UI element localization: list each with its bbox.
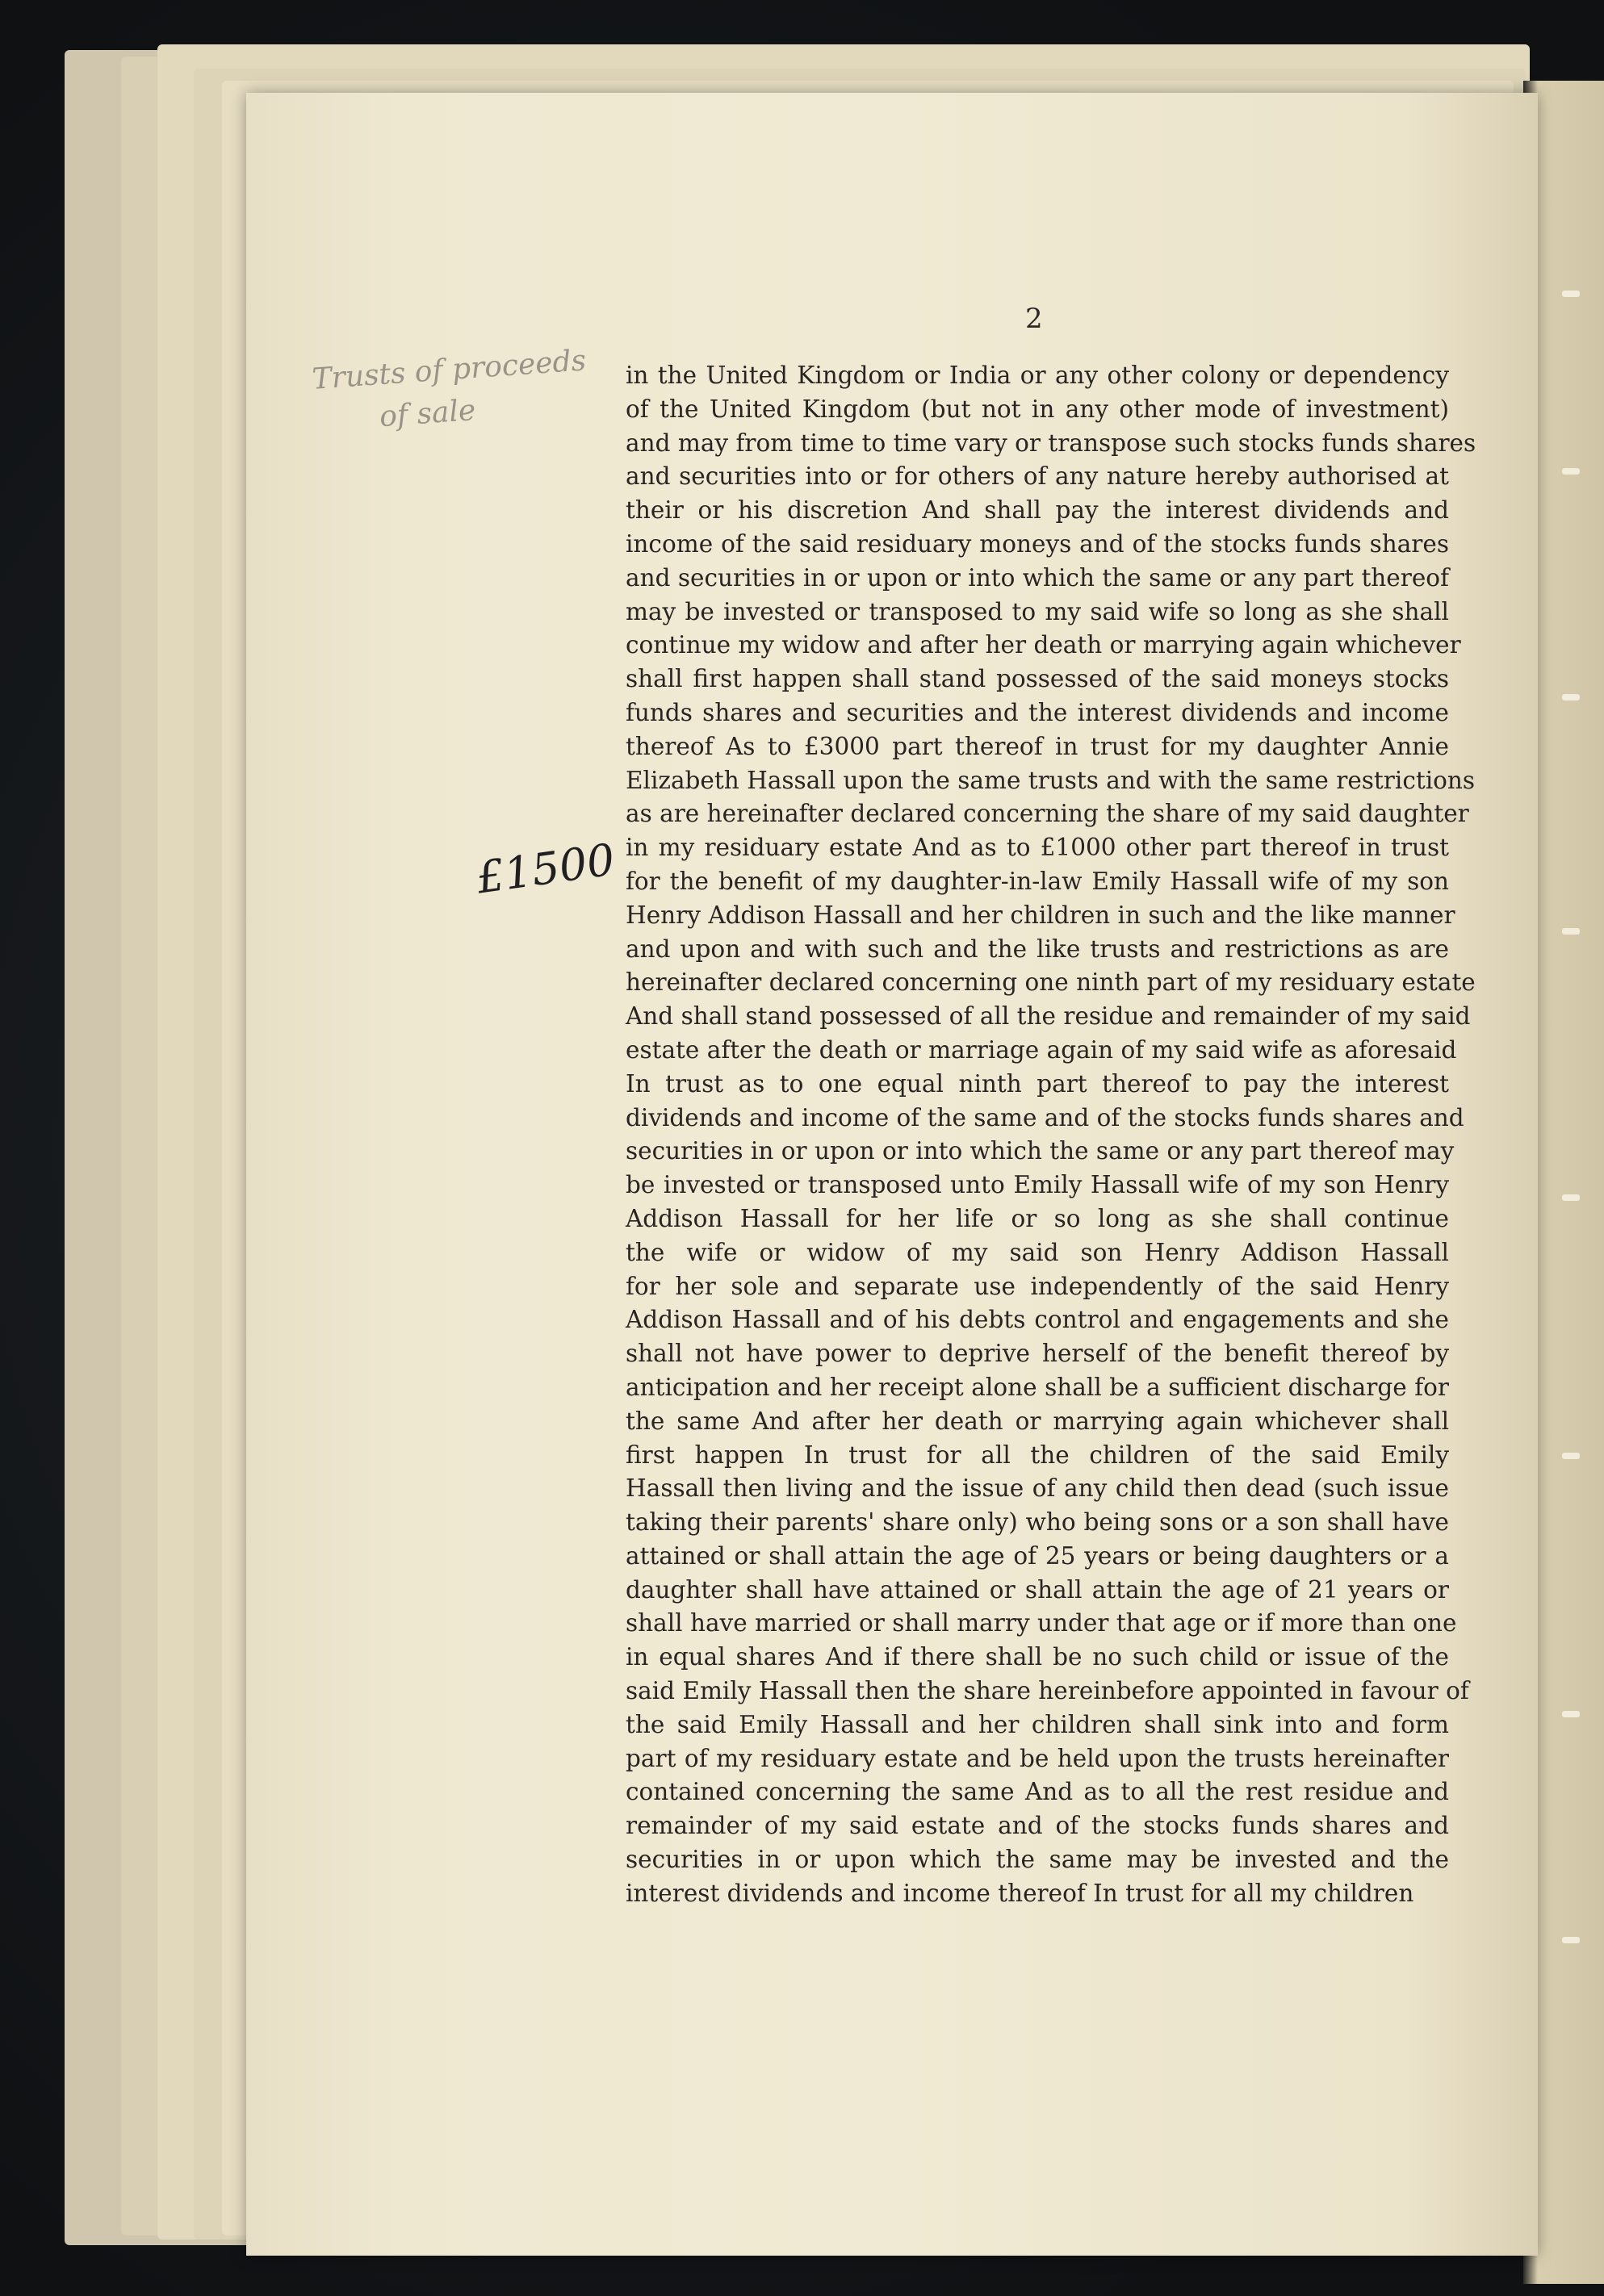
margin-note-line: of sale (378, 393, 477, 434)
text-line: securities in or upon which the same may be invested and the (626, 1846, 1449, 1874)
text-line: in the United Kingdom or India or any other colony or dependency (626, 362, 1449, 389)
text-line: said Emily Hassall then the share hereinbefore appointed in favour of (626, 1677, 1469, 1705)
text-line: hereinafter declared concerning one ninth part of my residuary estate (626, 968, 1476, 997)
text-line: And shall stand possessed of all the residue and remainder of my said (626, 1002, 1471, 1031)
text-line: for her sole and separate use independently of the said Henry (626, 1272, 1449, 1300)
text-line: taking their parents' share only) who being sons or a son shall have (626, 1508, 1449, 1537)
stitch-mark (1562, 694, 1580, 701)
stitch-mark (1562, 1194, 1580, 1201)
text-line: and securities into or for others of any nature hereby authorised at (626, 462, 1449, 491)
text-line: as are hereinafter declared concerning the share of my said daughter (626, 800, 1469, 828)
text-line: and upon and with such and the like trusts and restrictions as are (626, 935, 1449, 963)
stitch-mark (1562, 928, 1580, 935)
text-line: estate after the death or marriage again of my said wife as aforesaid (626, 1035, 1457, 1064)
handwritten-amount: £1500 (473, 834, 618, 904)
text-line: thereof As to £3000 part thereof in trust for my daughter Annie (626, 732, 1449, 760)
text-line: the wife or widow of my said son Henry Addison Hassall (626, 1238, 1449, 1266)
text-line: of the United Kingdom (but not in any other mode of investment) (626, 395, 1449, 423)
body-text (626, 359, 1476, 1911)
text-line: anticipation and her receipt alone shall be a sufficient discharge for (626, 1373, 1449, 1401)
text-line: and may from time to time vary or transpose such stocks funds shares (626, 429, 1476, 457)
text-line: daughter shall have attained or shall attain the age of 21 years or (626, 1575, 1449, 1604)
text-line: in my residuary estate And as to £1000 other part thereof in trust (626, 834, 1449, 862)
text-line: In trust as to one equal ninth part thereof to pay the interest (626, 1069, 1449, 1098)
text-line: and securities in or upon or into which the same or any part thereof (626, 563, 1449, 592)
text-line: continue my widow and after her death or marrying again whichever (626, 631, 1461, 659)
text-line: income of the said residuary moneys and of the stocks funds shares (626, 529, 1449, 558)
text-line: shall first happen shall stand possessed of the said moneys stocks (626, 665, 1449, 693)
text-line: funds shares and securities and the interest dividends and income (626, 698, 1449, 726)
stitch-mark (1562, 1937, 1580, 1943)
margin-note-line: Trusts of proceeds (311, 344, 588, 396)
stitch-mark (1562, 1711, 1580, 1717)
text-line: part of my residuary estate and be held upon the trusts hereinafter (626, 1744, 1449, 1772)
text-line: be invested or transposed unto Emily Hassall wife of my son Henry (626, 1171, 1449, 1199)
text-line: Henry Addison Hassall and her children in such and the like manner (626, 901, 1455, 929)
text-line: securities in or upon or into which the same or any part thereof may (626, 1137, 1455, 1165)
page-number: 2 (1025, 303, 1044, 335)
text-line: Elizabeth Hassall upon the same trusts and with the same restrictions (626, 766, 1476, 794)
text-line: their or his discretion And shall pay the interest dividends and (626, 496, 1449, 525)
text-line: attained or shall attain the age of 25 years or being daughters or a (626, 1541, 1449, 1570)
text-line: dividends and income of the same and of the stocks funds shares and (626, 1103, 1464, 1131)
text-line: shall have married or shall marry under that age or if more than one (626, 1609, 1457, 1637)
text-line: first happen In trust for all the children of the said Emily (626, 1441, 1449, 1469)
text-line: the said Emily Hassall and her children shall sink into and form (626, 1710, 1449, 1738)
text-line: may be invested or transposed to my said wife so long as she shall (626, 597, 1449, 625)
text-line: contained concerning the same And as to all the rest residue and (626, 1778, 1449, 1806)
text-line: Addison Hassall and of his debts control and engagements and she (626, 1306, 1449, 1334)
text-line: remainder of my said estate and of the stocks funds shares and (626, 1812, 1449, 1840)
text-line: Hassall then living and the issue of any child then dead (such issue (626, 1474, 1449, 1503)
stitch-mark (1562, 291, 1580, 297)
text-line: in equal shares And if there shall be no such child or issue of the (626, 1643, 1449, 1671)
text-line: for the benefit of my daughter-in-law Emily Hassall wife of my son (626, 867, 1449, 895)
text-line: the same And after her death or marrying again whichever shall (626, 1407, 1449, 1435)
text-line: interest dividends and income thereof In trust for all my children (626, 1879, 1414, 1907)
stitch-mark (1562, 468, 1580, 475)
stitch-mark (1562, 1453, 1580, 1459)
text-line: shall not have power to deprive herself of the benefit thereof by (626, 1340, 1449, 1368)
text-line: Addison Hassall for her life or so long as she shall continue (626, 1204, 1449, 1232)
